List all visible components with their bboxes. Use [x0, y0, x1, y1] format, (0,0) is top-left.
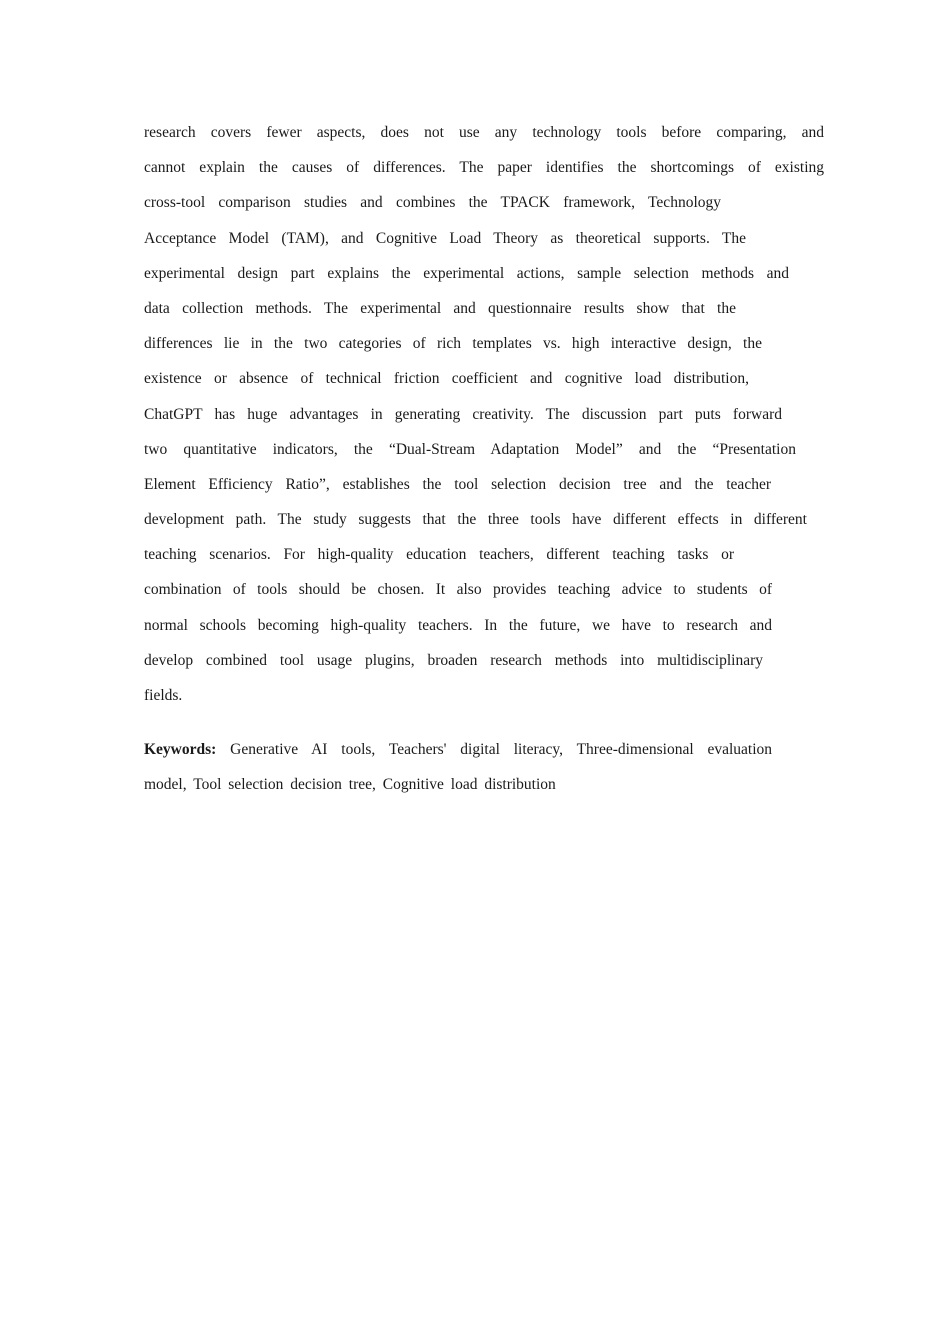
- abstract-line: ChatGPT has huge advantages in generating creativity. The discussion part puts forward: [144, 405, 782, 423]
- keywords-line: [144, 732, 772, 767]
- abstract-line: combination of tools should be chosen. It also provides teaching advice to students of: [144, 581, 772, 599]
- keywords-line: model, Tool selection decision tree, Cognitive load distribution: [144, 776, 556, 794]
- abstract-line: differences lie in the two categories of rich templates vs. high interactive design, the: [144, 335, 762, 353]
- abstract-line: normal schools becoming high-quality teachers. In the future, we have to research and: [144, 616, 772, 634]
- abstract-line: teaching scenarios. For high-quality education teachers, different teaching tasks or: [144, 546, 734, 564]
- abstract-line: develop combined tool usage plugins, broaden research methods into multidisciplinary: [144, 651, 763, 669]
- keywords-text: Generative AI tools, Teachers' digital literacy, Three-dimensional evaluation: [230, 741, 773, 759]
- abstract-line: cross-tool comparison studies and combines the TPACK framework, Technology: [144, 194, 721, 212]
- abstract-line: development path. The study suggests that the three tools have different effects in different: [144, 511, 807, 529]
- abstract-line: Element Efficiency Ratio”, establishes the tool selection decision tree and the teacher: [144, 475, 771, 493]
- abstract-line: existence or absence of technical friction coefficient and cognitive load distribution,: [144, 370, 749, 388]
- abstract-line: cannot explain the causes of differences. The paper identifies the shortcomings of existing: [144, 159, 824, 177]
- abstract-line: experimental design part explains the experimental actions, sample selection methods and: [144, 264, 789, 282]
- abstract-body: [144, 115, 824, 803]
- abstract-line: Acceptance Model (TAM), and Cognitive Load Theory as theoretical supports. The: [144, 229, 746, 247]
- abstract-line: data collection methods. The experimental and questionnaire results show that the: [144, 299, 736, 317]
- keywords-section: [144, 732, 824, 802]
- abstract-line: research covers fewer aspects, does not use any technology tools before comparing, and: [144, 124, 824, 141]
- keywords-label: Keywords:: [144, 741, 217, 759]
- abstract-line: two quantitative indicators, the “Dual-Stream Adaptation Model” and the “Presentation: [144, 440, 796, 458]
- abstract-line: fields.: [144, 687, 183, 704]
